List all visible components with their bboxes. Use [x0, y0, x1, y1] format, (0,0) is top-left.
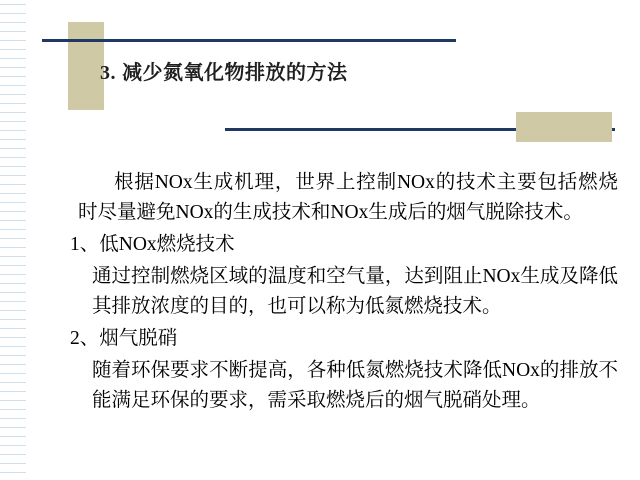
- stripe-line: [0, 382, 26, 383]
- stripe-line: [0, 472, 26, 473]
- title-number: 3.: [100, 62, 116, 84]
- stripe-line: [0, 22, 26, 23]
- stripe-line: [0, 40, 26, 41]
- beige-block-left-decoration: [68, 22, 104, 110]
- stripe-line: [0, 301, 26, 302]
- stripe-line: [0, 283, 26, 284]
- title-text: 减少氮氧化物排放的方法: [122, 62, 348, 84]
- stripe-line: [0, 202, 26, 203]
- stripe-line: [0, 310, 26, 311]
- stripe-line: [0, 328, 26, 329]
- stripe-line: [0, 427, 26, 428]
- paragraph-intro: 根据NOx生成机理，世界上控制NOx的技术主要包括燃烧时尽量避免NOx的生成技术和NOx生成后的烟气脱除技术。: [78, 172, 618, 223]
- stripe-line: [0, 67, 26, 68]
- stripe-line: [0, 436, 26, 437]
- stripe-line: [0, 400, 26, 401]
- stripe-line: [0, 184, 26, 185]
- stripe-line: [0, 391, 26, 392]
- stripe-line: [0, 346, 26, 347]
- stripe-line: [0, 292, 26, 293]
- stripe-line: [0, 121, 26, 122]
- stripe-line: [0, 355, 26, 356]
- stripe-line: [0, 130, 26, 131]
- stripe-line: [0, 454, 26, 455]
- stripe-line: [0, 175, 26, 176]
- stripe-line: [0, 94, 26, 95]
- stripe-line: [0, 409, 26, 410]
- title-rule-top: [42, 39, 456, 42]
- slide-body: [62, 168, 618, 418]
- stripe-line: [0, 112, 26, 113]
- left-stripe-decoration: [0, 0, 26, 480]
- stripe-line: [0, 4, 26, 5]
- stripe-line: [0, 463, 26, 464]
- stripe-line: [0, 274, 26, 275]
- stripe-line: [0, 211, 26, 212]
- stripe-line: [0, 373, 26, 374]
- stripe-line: [0, 85, 26, 86]
- stripe-line: [0, 103, 26, 104]
- stripe-line: [0, 148, 26, 149]
- stripe-line: [0, 193, 26, 194]
- list-item-2-body: 随着环保要求不断提高，各种低氮燃烧技术降低NOx的排放不能满足环保的要求，需采取燃烧后的烟气脱硝处理。: [92, 360, 618, 411]
- stripe-line: [0, 256, 26, 257]
- stripe-line: [0, 364, 26, 365]
- stripe-line: [0, 220, 26, 221]
- stripe-line: [0, 319, 26, 320]
- list-item-1: 1、低NOx燃烧技术: [70, 234, 235, 255]
- page-title: [100, 56, 580, 85]
- stripe-line: [0, 157, 26, 158]
- stripe-line: [0, 76, 26, 77]
- list-item-1-body: 通过控制燃烧区域的温度和空气量，达到阻止NOx生成及降低其排放浓度的目的，也可以称为低氮燃烧技术。: [92, 266, 618, 317]
- stripe-line: [0, 238, 26, 239]
- stripe-line: [0, 49, 26, 50]
- beige-block-right-decoration: [516, 112, 612, 142]
- stripe-line: [0, 265, 26, 266]
- stripe-line: [0, 445, 26, 446]
- stripe-line: [0, 139, 26, 140]
- stripe-line: [0, 13, 26, 14]
- list-item-2: 2、烟气脱硝: [70, 328, 178, 349]
- stripe-line: [0, 229, 26, 230]
- stripe-line: [0, 337, 26, 338]
- stripe-line: [0, 166, 26, 167]
- stripe-line: [0, 247, 26, 248]
- stripe-line: [0, 418, 26, 419]
- stripe-line: [0, 31, 26, 32]
- stripe-line: [0, 58, 26, 59]
